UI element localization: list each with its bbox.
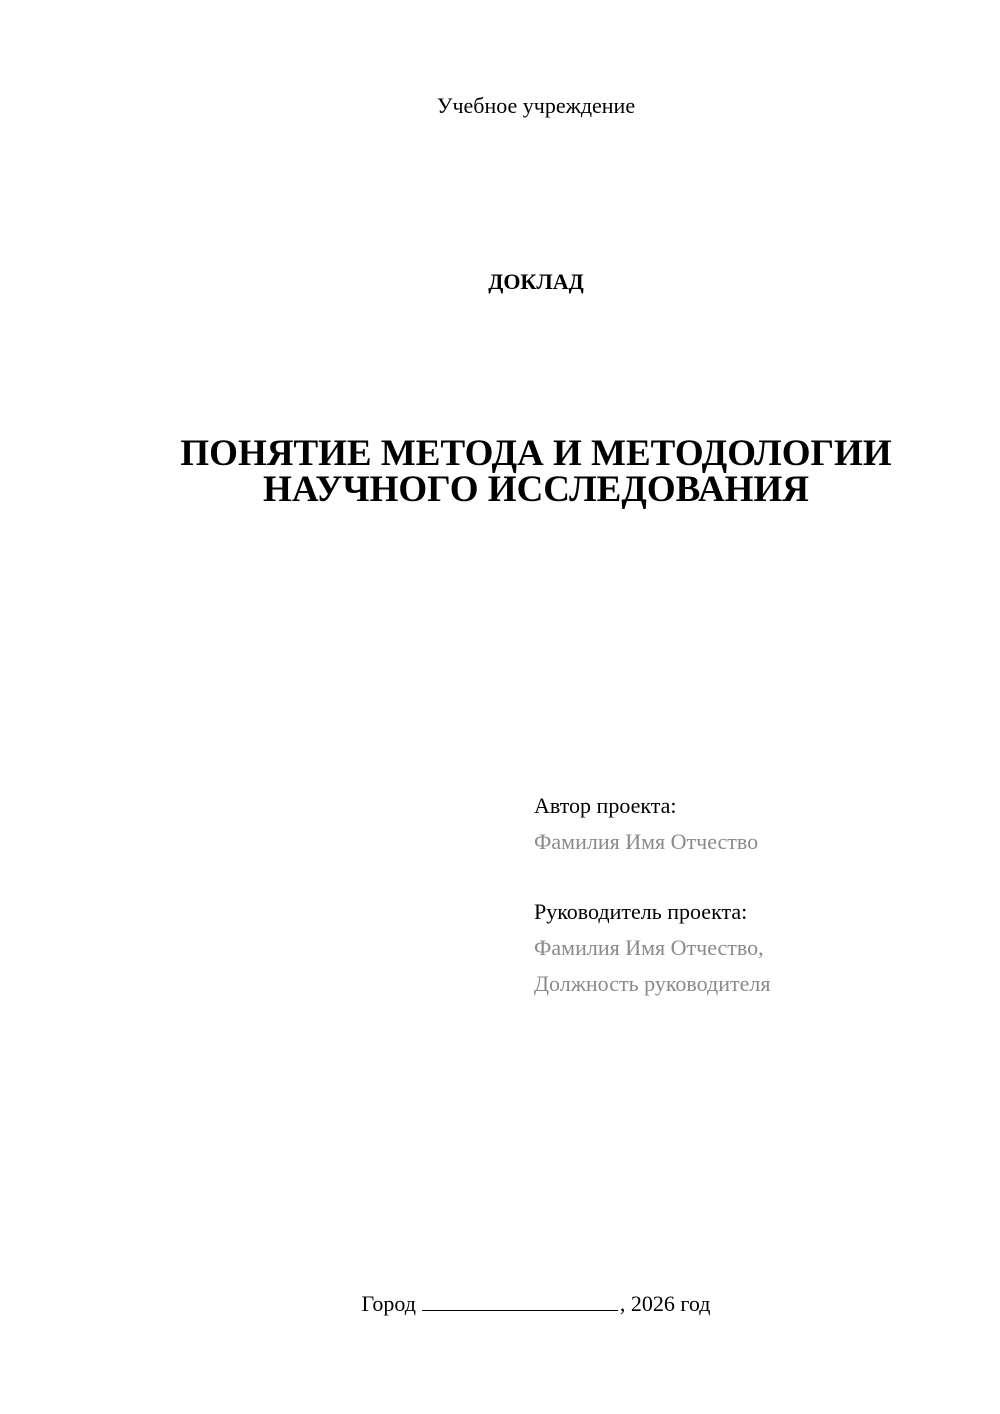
- supervisor-position: Должность руководителя: [534, 971, 771, 996]
- city-blank-line: [422, 1290, 618, 1311]
- supervisor-name: Фамилия Имя Отчество,: [534, 935, 764, 960]
- author-label: Автор проекта:: [534, 793, 677, 818]
- city-year-line: [0, 1290, 1000, 1318]
- author-name: Фамилия Имя Отчество: [534, 829, 759, 854]
- institution-name: Учебное учреждение: [436, 93, 636, 118]
- supervisor-label: Руководитель проекта:: [534, 899, 748, 924]
- title-line-1: ПОНЯТИЕ МЕТОДА И МЕТОДОЛОГИИ: [180, 433, 892, 474]
- city-label: Город: [361, 1291, 416, 1316]
- year-label: , 2026 год: [619, 1291, 711, 1316]
- document-type: ДОКЛАД: [488, 269, 584, 294]
- document-title: [0, 433, 1000, 510]
- authors-block: [534, 788, 974, 1002]
- title-line-2: НАУЧНОГО ИССЛЕДОВАНИЯ: [263, 469, 809, 510]
